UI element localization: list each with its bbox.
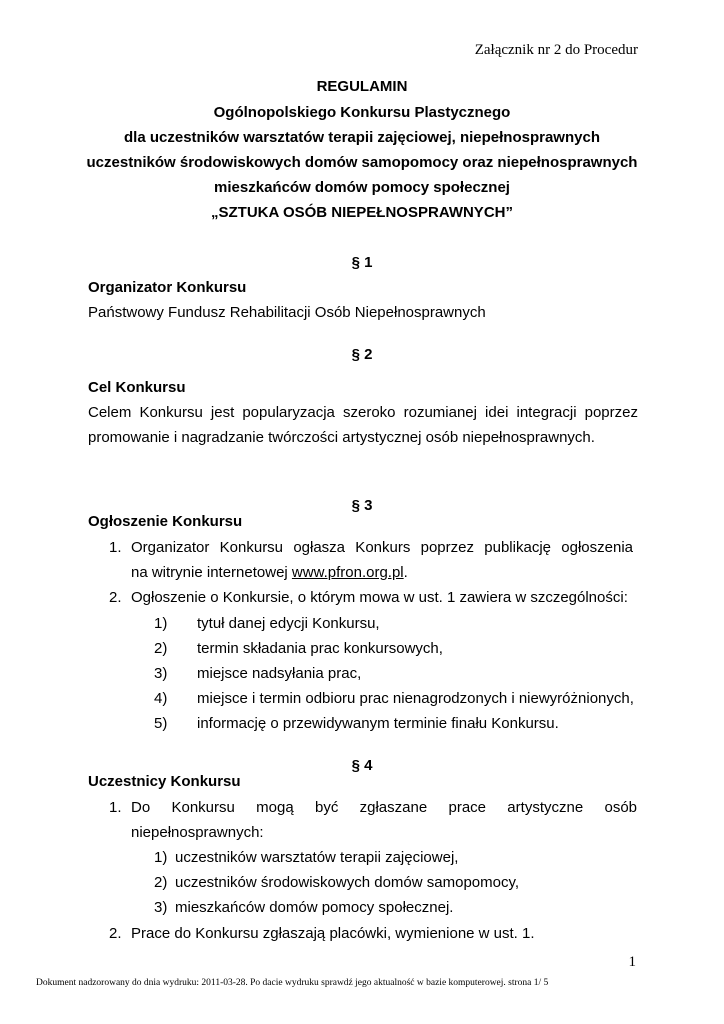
section-3-subitem-number: 1) bbox=[154, 615, 168, 632]
section-3-mark: § 3 bbox=[351, 497, 373, 514]
section-4-item2-number: 2. bbox=[109, 925, 122, 942]
section-1-text: Państwowy Fundusz Rehabilitacji Osób Niepełnosprawnych bbox=[88, 304, 486, 321]
section-4-heading: Uczestnicy Konkursu bbox=[88, 773, 241, 790]
doc-subtitle-line4: mieszkańców domów pomocy społecznej bbox=[214, 179, 510, 196]
section-2-line2: promowanie i nagradzanie twórczości artystycznej osób niepełnosprawnych. bbox=[88, 429, 595, 446]
footer-note: Dokument nadzorowany do dnia wydruku: 2011-03-28. Po dacie wydruku sprawdź jego aktualność w bazie komputerowej. strona 1/ 5 bbox=[36, 978, 549, 988]
section-4-item2-text: Prace do Konkursu zgłaszają placówki, wymienione w ust. 1. bbox=[131, 925, 535, 942]
section-4-mark: § 4 bbox=[351, 757, 373, 774]
section-3-item1-number: 1. bbox=[109, 539, 122, 556]
section-1-heading: Organizator Konkursu bbox=[88, 279, 247, 296]
section-2-line1: Celem Konkursu jest popularyzacja szeroko rozumianej idei integracji poprzez bbox=[88, 404, 638, 421]
section-4-subitem-number: 3) bbox=[154, 899, 168, 916]
section-3-heading: Ogłoszenie Konkursu bbox=[88, 513, 243, 530]
section-3-item1-line2-pre: na witrynie internetowej bbox=[131, 564, 292, 581]
section-3-item1-line1: Organizator Konkursu ogłasza Konkurs poprzez publikację ogłoszenia bbox=[131, 539, 633, 556]
section-3-subitem-text: miejsce nadsyłania prac, bbox=[197, 665, 362, 682]
doc-title: REGULAMIN bbox=[316, 78, 408, 95]
section-3-subitem-number: 4) bbox=[154, 690, 168, 707]
section-4-item1-line1: Do Konkursu mogą być zgłaszane prace artystyczne osób bbox=[131, 799, 637, 816]
section-3-subitem-number: 5) bbox=[154, 715, 168, 732]
section-4-item1-line2: niepełnosprawnych: bbox=[131, 824, 264, 841]
annex-label: Załącznik nr 2 do Procedur bbox=[474, 42, 638, 58]
doc-subtitle-line2: dla uczestników warsztatów terapii zajęciowej, niepełnosprawnych bbox=[124, 129, 600, 146]
section-4-subitem-number: 1) bbox=[154, 849, 168, 866]
section-1-mark: § 1 bbox=[351, 254, 373, 271]
contest-name: „SZTUKA OSÓB NIEPEŁNOSPRAWNYCH” bbox=[211, 204, 513, 221]
section-2-mark: § 2 bbox=[351, 346, 373, 363]
section-4-subitem-number: 2) bbox=[154, 874, 168, 891]
section-3-subitem-text: miejsce i termin odbioru prac nienagrodzonych i niewyróżnionych, bbox=[197, 690, 634, 707]
doc-subtitle-line1: Ogólnopolskiego Konkursu Plastycznego bbox=[213, 104, 511, 121]
section-3-subitem-text: termin składania prac konkursowych, bbox=[197, 640, 443, 657]
section-3-item1-line2-post: . bbox=[403, 564, 408, 581]
doc-subtitle-line3: uczestników środowiskowych domów samopomocy oraz niepełnosprawnych bbox=[86, 154, 638, 171]
page-number: 1 bbox=[628, 954, 636, 970]
section-4-subitem-text: mieszkańców domów pomocy społecznej. bbox=[175, 899, 454, 916]
section-3-item2-text: Ogłoszenie o Konkursie, o którym mowa w ust. 1 zawiera w szczególności: bbox=[131, 589, 628, 606]
section-3-subitem-text: tytuł danej edycji Konkursu, bbox=[197, 615, 380, 632]
section-4-subitem-text: uczestników środowiskowych domów samopomocy, bbox=[175, 874, 520, 891]
pfron-website-link[interactable]: www.pfron.org.pl bbox=[291, 564, 404, 581]
section-2-heading: Cel Konkursu bbox=[88, 379, 186, 396]
section-3-item2-number: 2. bbox=[109, 589, 122, 606]
section-4-subitem-text: uczestników warsztatów terapii zajęciowej, bbox=[175, 849, 459, 866]
section-4-item1-number: 1. bbox=[109, 799, 122, 816]
section-3-subitem-number: 2) bbox=[154, 640, 168, 657]
section-3-subitem-number: 3) bbox=[154, 665, 168, 682]
section-3-item1-line2 bbox=[131, 564, 408, 581]
section-3-subitem-text: informację o przewidywanym terminie finału Konkursu. bbox=[197, 715, 559, 732]
